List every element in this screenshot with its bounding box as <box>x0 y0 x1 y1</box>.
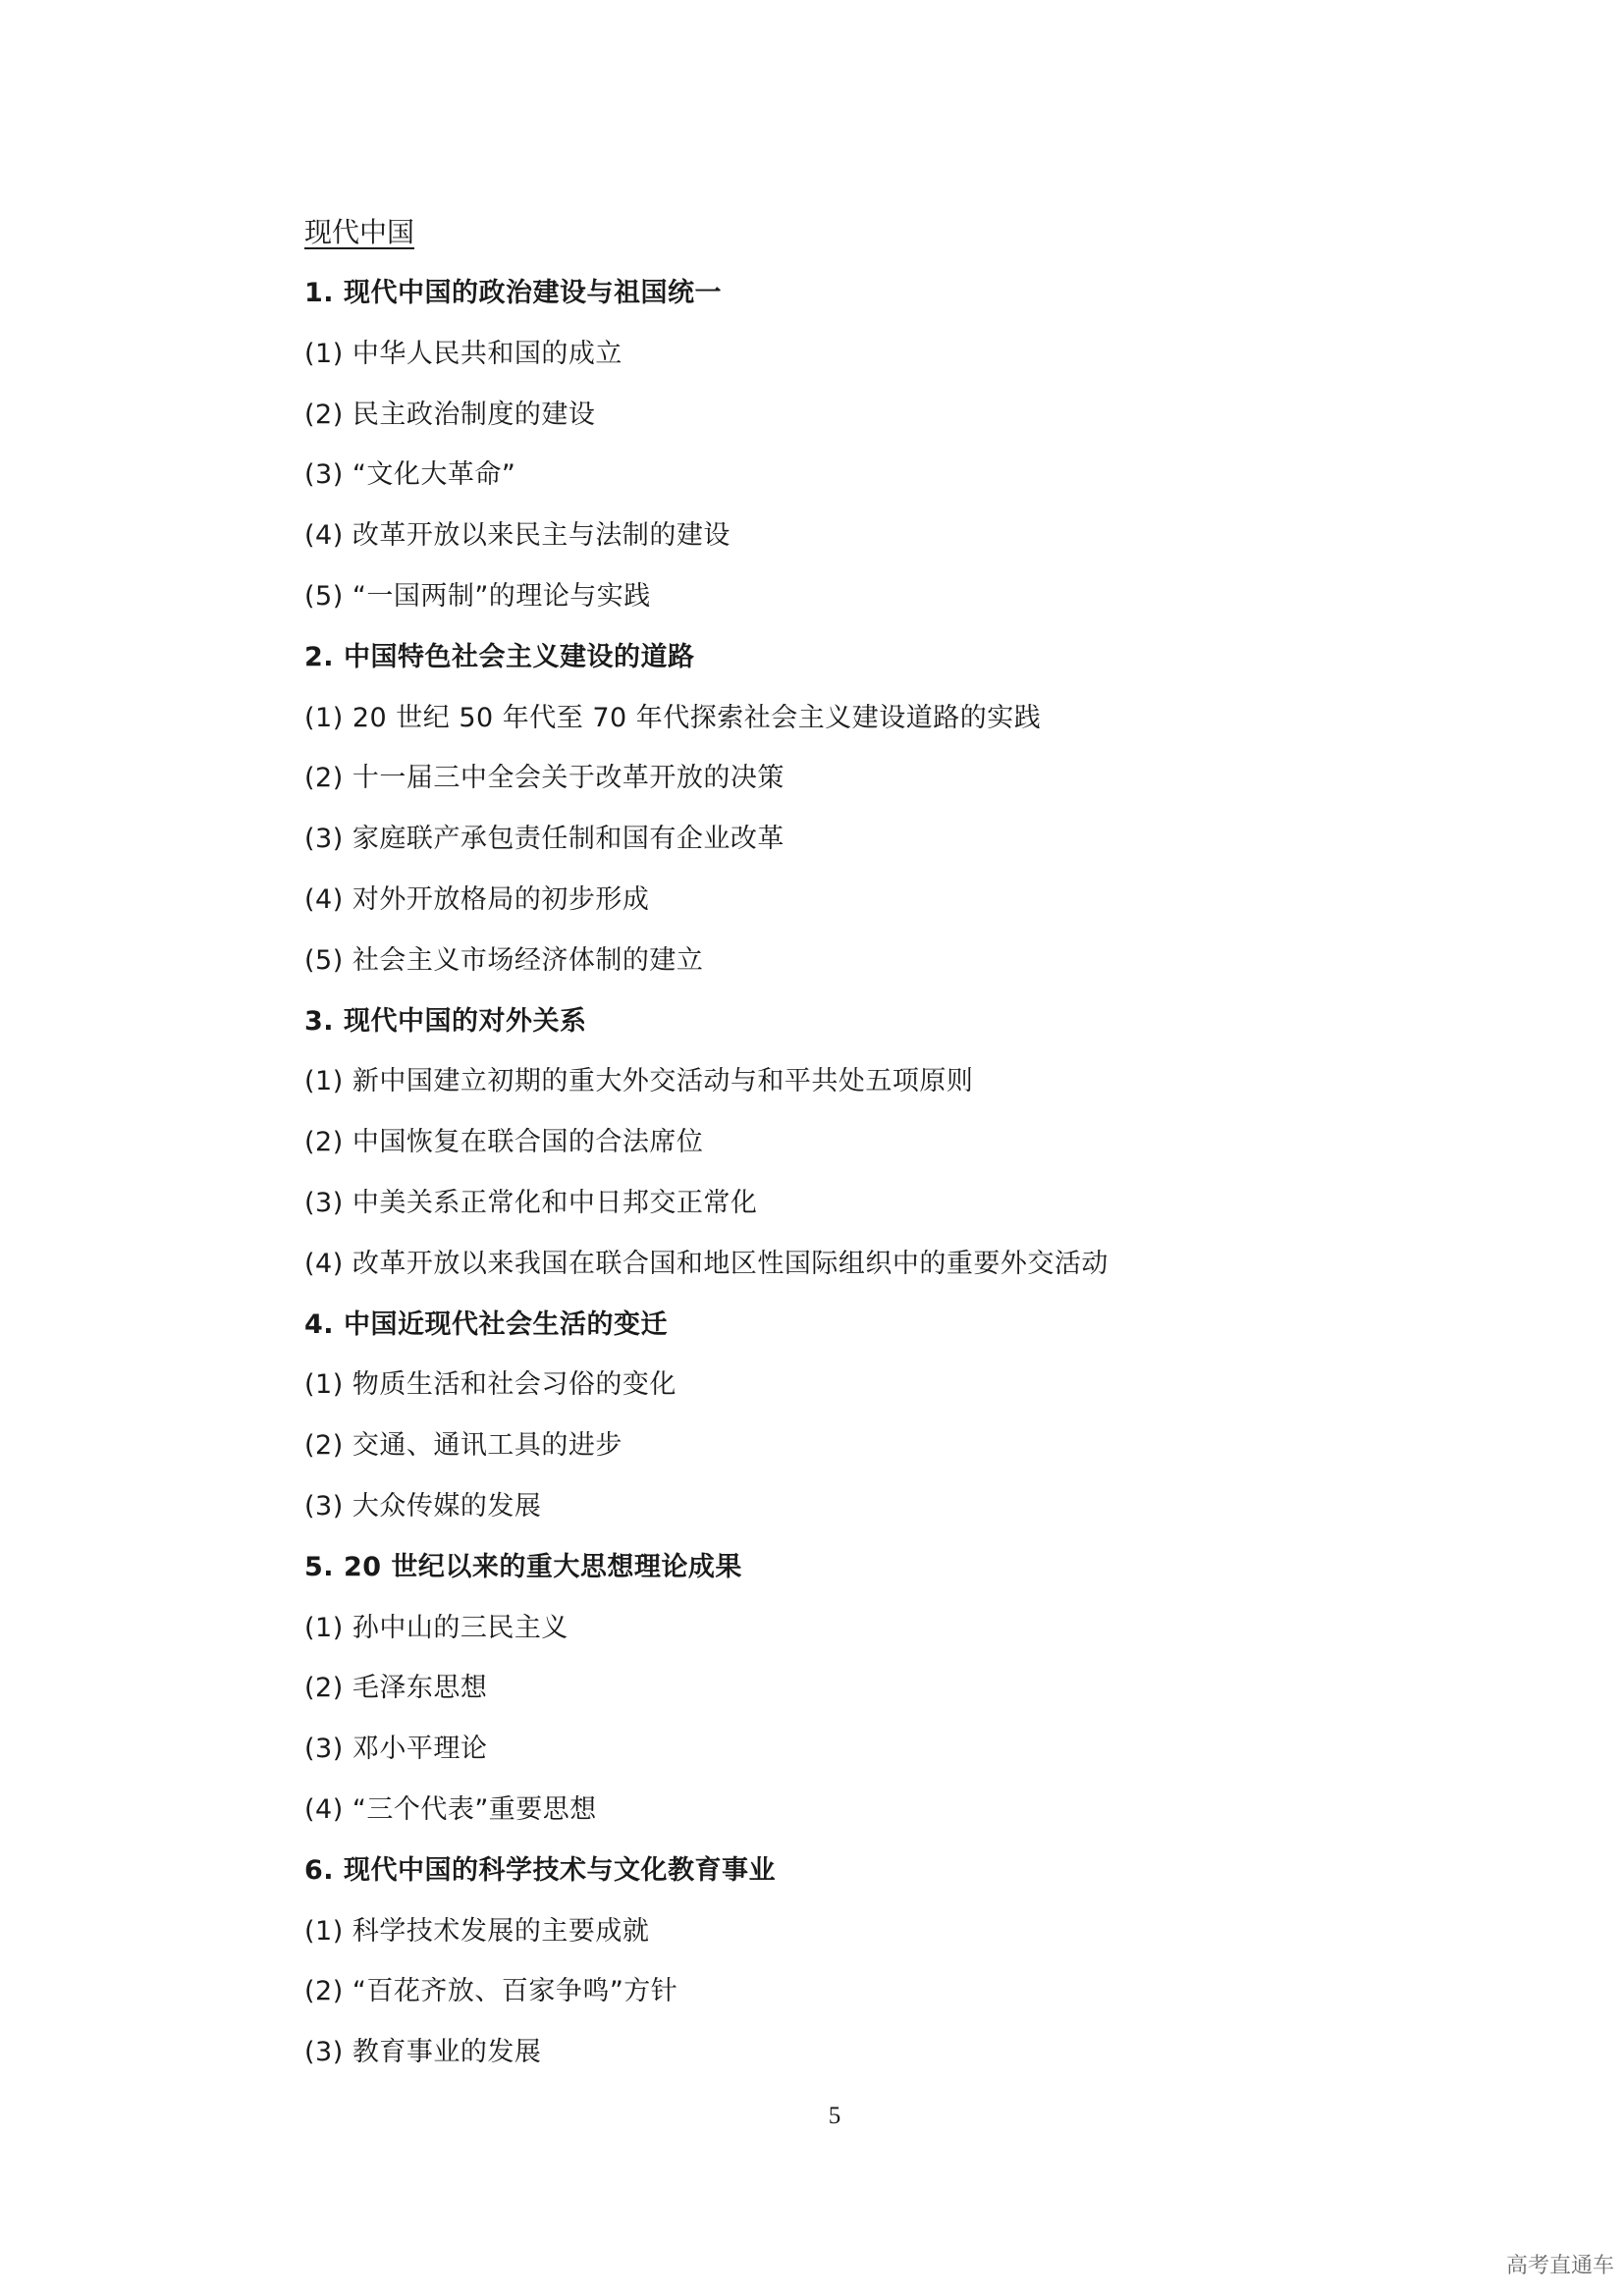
section-heading-1: 1. 现代中国的政治建设与祖国统一 <box>304 278 722 308</box>
page-number: 5 <box>828 2103 841 2129</box>
section-heading-5: 5. 20 世纪以来的重大思想理论成果 <box>304 1551 742 1582</box>
section-heading-2: 2. 中国特色社会主义建设的道路 <box>304 641 695 672</box>
list-item: (3) 中美关系正常化和中日邦交正常化 <box>304 1187 758 1218</box>
list-item: (4) “三个代表”重要思想 <box>304 1793 597 1825</box>
list-item: (5) 社会主义市场经济体制的建立 <box>304 944 704 976</box>
watermark-text: 高考直通车 <box>1505 2254 1614 2278</box>
document-title: 现代中国 <box>304 216 415 248</box>
list-item: (1) 20 世纪 50 年代至 70 年代探索社会主义建设道路的实践 <box>304 702 1042 733</box>
list-item: (1) 新中国建立初期的重大外交活动与和平共处五项原则 <box>304 1066 974 1097</box>
list-item: (2) “百花齐放、百家争鸣”方针 <box>304 1976 678 2007</box>
page-content <box>304 214 1384 2095</box>
list-item: (1) 孙中山的三民主义 <box>304 1612 568 1643</box>
list-item: (2) 交通、通讯工具的进步 <box>304 1430 623 1462</box>
list-item: (1) 科学技术发展的主要成就 <box>304 1915 650 1947</box>
list-item: (3) 大众传媒的发展 <box>304 1490 542 1522</box>
list-item: (4) 改革开放以来民主与法制的建设 <box>304 520 731 552</box>
list-item: (3) 家庭联产承包责任制和国有企业改革 <box>304 824 785 855</box>
list-item: (2) 民主政治制度的建设 <box>304 399 596 430</box>
list-item: (4) 对外开放格局的初步形成 <box>304 883 650 915</box>
section-heading-4: 4. 中国近现代社会生活的变迁 <box>304 1308 668 1340</box>
list-item: (5) “一国两制”的理论与实践 <box>304 580 651 612</box>
list-item: (3) 邓小平理论 <box>304 1734 488 1765</box>
list-item: (3) 教育事业的发展 <box>304 2037 542 2068</box>
list-item: (3) “文化大革命” <box>304 459 516 491</box>
list-item: (1) 中华人民共和国的成立 <box>304 338 623 369</box>
section-heading-6: 6. 现代中国的科学技术与文化教育事业 <box>304 1854 776 1886</box>
section-heading-3: 3. 现代中国的对外关系 <box>304 1005 587 1037</box>
outline-list <box>304 275 1384 2071</box>
list-item: (2) 中国恢复在联合国的合法席位 <box>304 1127 704 1158</box>
list-item: (4) 改革开放以来我国在联合国和地区性国际组织中的重要外交活动 <box>304 1248 1109 1279</box>
list-item: (2) 十一届三中全会关于改革开放的决策 <box>304 763 785 794</box>
list-item: (2) 毛泽东思想 <box>304 1673 488 1704</box>
list-item: (1) 物质生活和社会习俗的变化 <box>304 1369 677 1401</box>
